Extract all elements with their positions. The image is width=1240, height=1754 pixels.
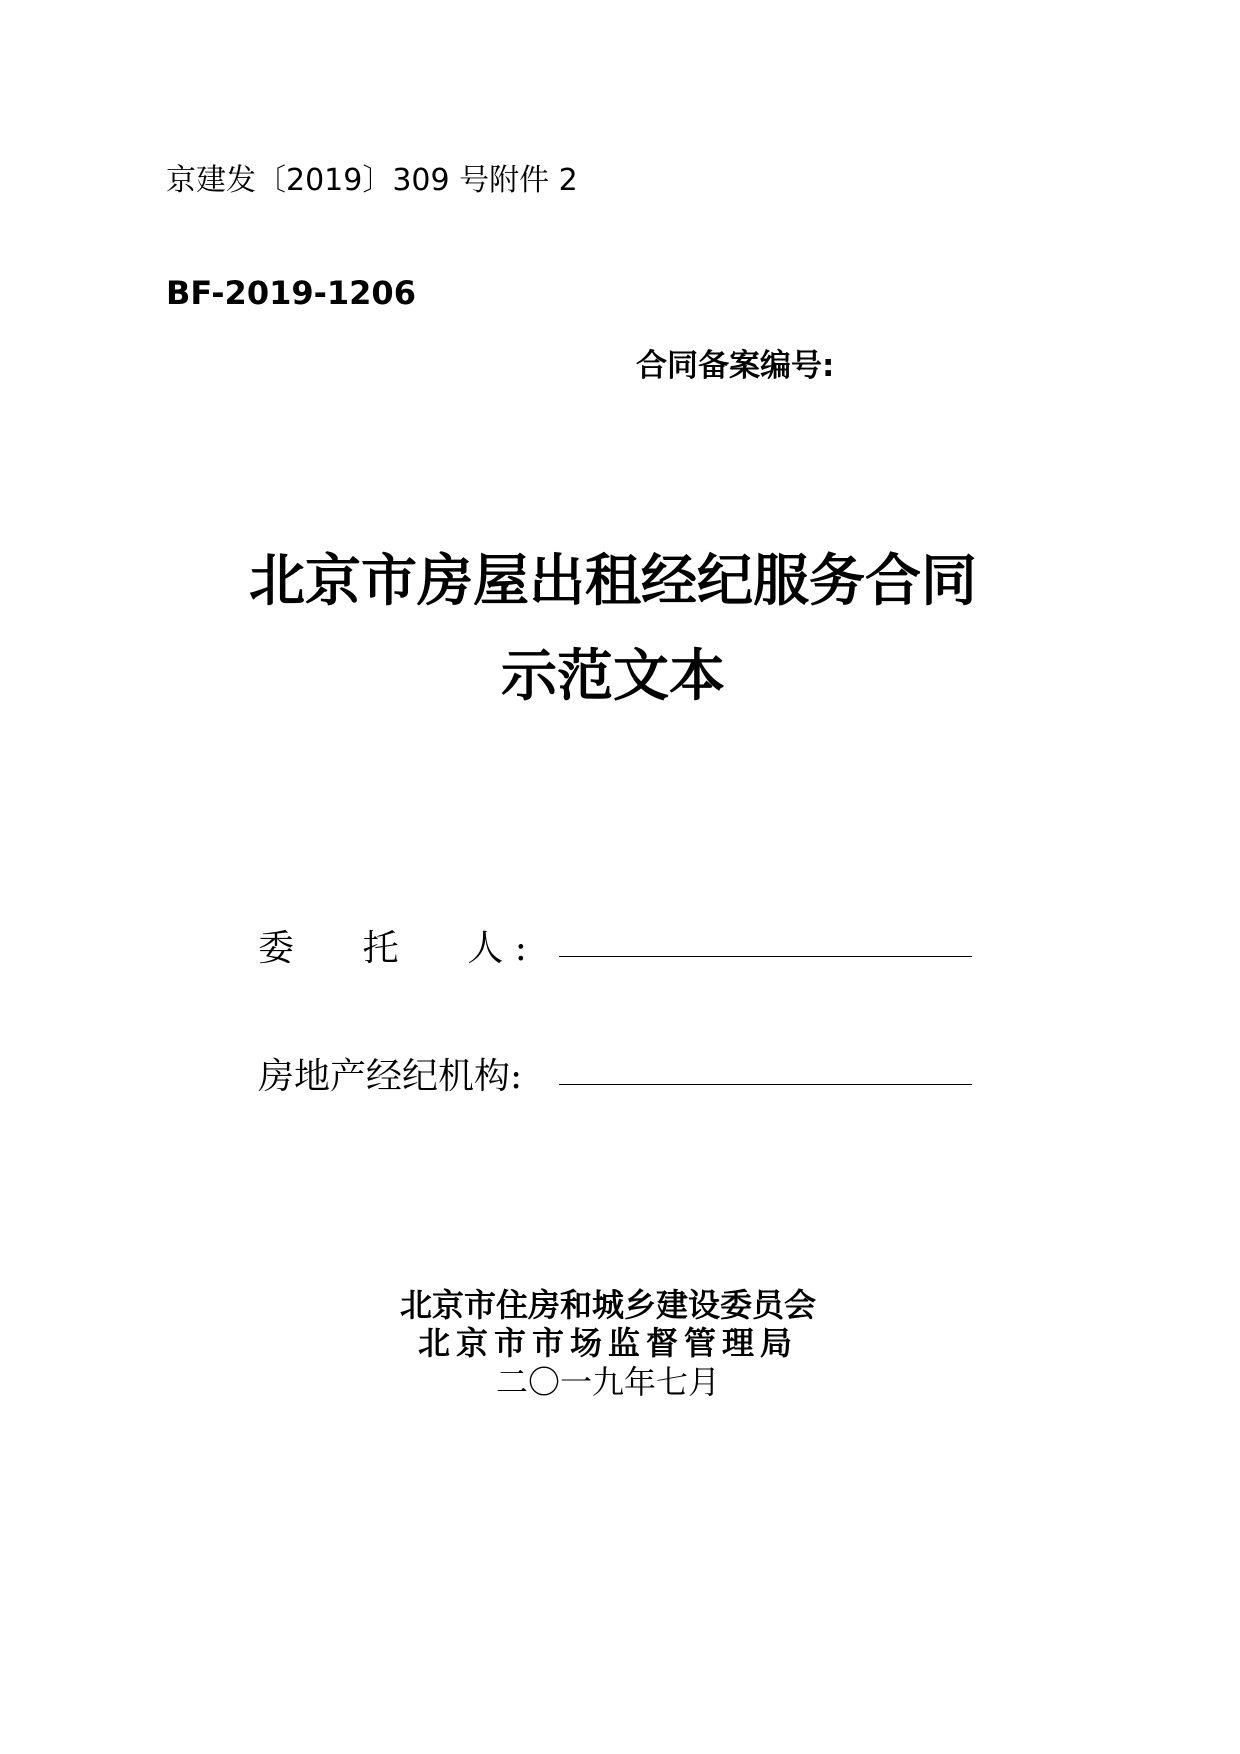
filing-number-label: 合同备案编号: (636, 348, 835, 384)
issuer-housing-commission: 北京市住房和城乡建设委员会 (399, 1286, 816, 1324)
form-code: BF-2019-1206 (166, 274, 416, 312)
principal-blank-line (559, 956, 972, 957)
contract-subtitle: 示范文本 (501, 643, 725, 709)
issue-date: 二〇一九年七月 (495, 1363, 720, 1401)
agency-blank-line (559, 1084, 972, 1085)
principal-label: 委 托 人 : (258, 928, 527, 969)
document-reference: 京建发〔2019〕309 号附件 2 (166, 163, 578, 198)
issuer-market-regulation-bureau: 北京市市场监督管理局 (417, 1324, 798, 1362)
agency-label: 房地产经纪机构: (258, 1056, 523, 1097)
contract-title: 北京市房屋出租经纪服务合同 (249, 548, 977, 614)
